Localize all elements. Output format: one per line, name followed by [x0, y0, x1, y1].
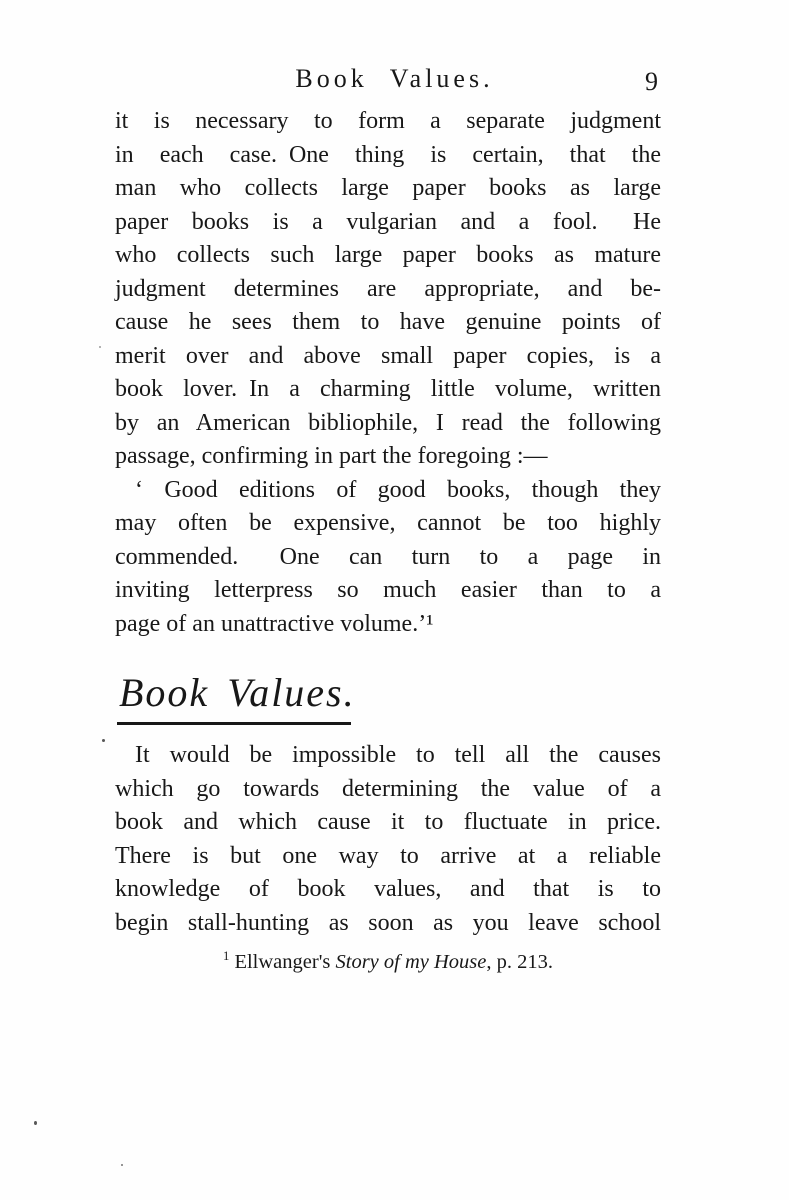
text-line: ‘ Good editions of good books, though they [135, 476, 661, 503]
opening-paragraph [115, 739, 661, 940]
footnote-cited-title: Story of my House [335, 951, 487, 973]
text-line: knowledge of book values, and that is to [115, 876, 661, 902]
footnote-text: Ellwanger's [229, 951, 336, 973]
running-head [0, 64, 789, 94]
quotation-paragraph [115, 474, 661, 642]
footnote-page-ref: , p. 213. [486, 951, 554, 973]
text-line: which go towards determining the value of a [115, 775, 661, 802]
text-line: may often be expensive, cannot be too highly [115, 510, 661, 536]
text-line: It would be impossible to tell all the causes [135, 742, 661, 768]
scan-speck [99, 346, 101, 348]
text-line: passage, confirming in part the foregoing :— [115, 443, 548, 469]
text-line: book lover. In a charming little volume, written [115, 376, 661, 402]
heading-rule [117, 722, 351, 725]
text-line: page of an unattractive volume.’¹ [115, 610, 434, 637]
text-line: by an American bibliophile, I read the following [115, 409, 661, 436]
section-heading [115, 671, 661, 725]
text-line: in each case. One thing is certain, that the [115, 141, 661, 168]
text-line: inviting letterpress so much easier than to a [115, 577, 661, 603]
page-number: 9 [645, 67, 658, 96]
scan-speck [121, 1164, 123, 1166]
text-line: who collects such large paper books as mature [115, 242, 661, 268]
text-line: cause he sees them to have genuine points of [115, 309, 661, 335]
text-line: paper books is a vulgarian and a fool. He [115, 208, 661, 235]
text-line: man who collects large paper books as large [115, 175, 661, 201]
text-line: commended. One can turn to a page in [115, 543, 661, 570]
running-head-title: Book Values. [295, 64, 494, 93]
text-line: merit over and above small paper copies, is a [115, 342, 661, 369]
text-line: judgment determines are appropriate, and be- [115, 275, 661, 302]
text-line: begin stall-hunting as soon as you leave school [115, 909, 661, 936]
section-heading-title: Book Values. [119, 670, 356, 715]
scan-speck [102, 739, 105, 742]
text-line: book and which cause it to fluctuate in price. [115, 809, 661, 835]
footnote-marker: 1 [222, 949, 230, 964]
text-line: it is necessary to form a separate judgment [115, 108, 661, 134]
continuation-paragraph [115, 105, 661, 474]
text-column [115, 105, 661, 975]
scan-speck [34, 1121, 37, 1125]
text-line: There is but one way to arrive at a reliable [115, 842, 661, 869]
footnote [115, 949, 661, 975]
